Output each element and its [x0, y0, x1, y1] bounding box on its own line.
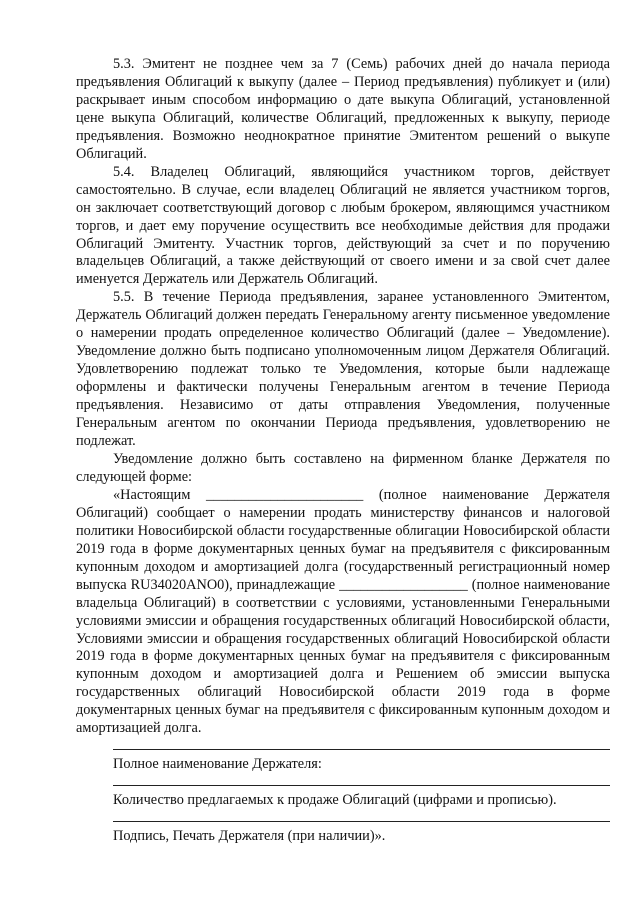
document-page [76, 56, 610, 846]
quantity-label: Количество предлагаемых к продаже Облигаций (цифрами и прописью). [113, 792, 557, 809]
paragraph-notice-form: «Настоящим ______________________ (полное наименование Держателя Облигаций) сообщает о намерении продать министерству финансов и налоговой политики Новосибирской области государственные облигации Новосибирской области 2019 года в форме документарных ценных бумаг на предъявителя с фиксированным купонным доходом и амортизацией долга (государственный регистрационный номер выпуска RU34020ANO0), принадлежащие __________________ (полное наименование владельца Облигаций) в соответствии с условиями, установленными Генеральными условиями эмиссии и обращения государственных облигаций Новосибирской области, Условиями эмиссии и обращения государственных облигаций Новосибирской области 2019 года в форме документарных ценных бумаг на предъявителя с фиксированным купонным доходом и амортизацией долга и Решением об эмиссии выпуска государственных облигаций Новосибирской области 2019 года в форме документарных ценных бумаг на предъявителя с фиксированным купонным доходом и амортизацией долга. [76, 486, 610, 737]
signature-label: Подпись, Печать Держателя (при наличии)». [113, 828, 386, 845]
paragraph-5-5: 5.5. В течение Периода предъявления, заранее установленного Эмитентом, Держатель Облигаций должен передать Генеральному агенту письменное уведомление о намерении продать определенное количество Облигаций (далее – Уведомление). Уведомление должно быть подписано уполномоченным лицом Держателя Облигаций. Удовлетворению подлежат только те Уведомления, которые были надлежаще оформлены и фактически получены Генеральным агентом в течение Периода предъявления. Независимо от даты отправления Уведомления, полученные Генеральным агентом по окончании Периода предъявления, удовлетворению не подлежат. [76, 289, 610, 450]
paragraph-notice-intro: Уведомление должно быть составлено на фирменном бланке Держателя по следующей форме: [76, 450, 610, 485]
quantity-line [113, 785, 610, 786]
signature-line [113, 821, 610, 822]
holder-name-line [113, 749, 610, 750]
holder-name-label: Полное наименование Держателя: [113, 756, 322, 773]
paragraph-5-3: 5.3. Эмитент не позднее чем за 7 (Семь) рабочих дней до начала периода предъявления Облигаций к выкупу (далее – Период предъявления) публикует и (или) раскрывает иным способом информацию о дате выкупа Облигаций, установленной цене выкупа Облигаций, количестве Облигаций, предложенных к выкупу, периоде предъявления. Возможно неоднократное принятие Эмитентом решений о выкупе Облигаций. [76, 56, 610, 162]
paragraph-5-4: 5.4. Владелец Облигаций, являющийся участником торгов, действует самостоятельно. В случае, если владелец Облигаций не является участником торгов, он заключает соответствующий договор с любым брокером, являющимся участником торгов, и дает ему поручение осуществить все необходимые действия для продажи Облигаций Эмитенту. Участник торгов, действующий за счет и по поручению владельцев Облигаций, а также действующий от своего имени и за свой счет далее именуется Держатель или Держатель Облигаций. [76, 163, 610, 288]
